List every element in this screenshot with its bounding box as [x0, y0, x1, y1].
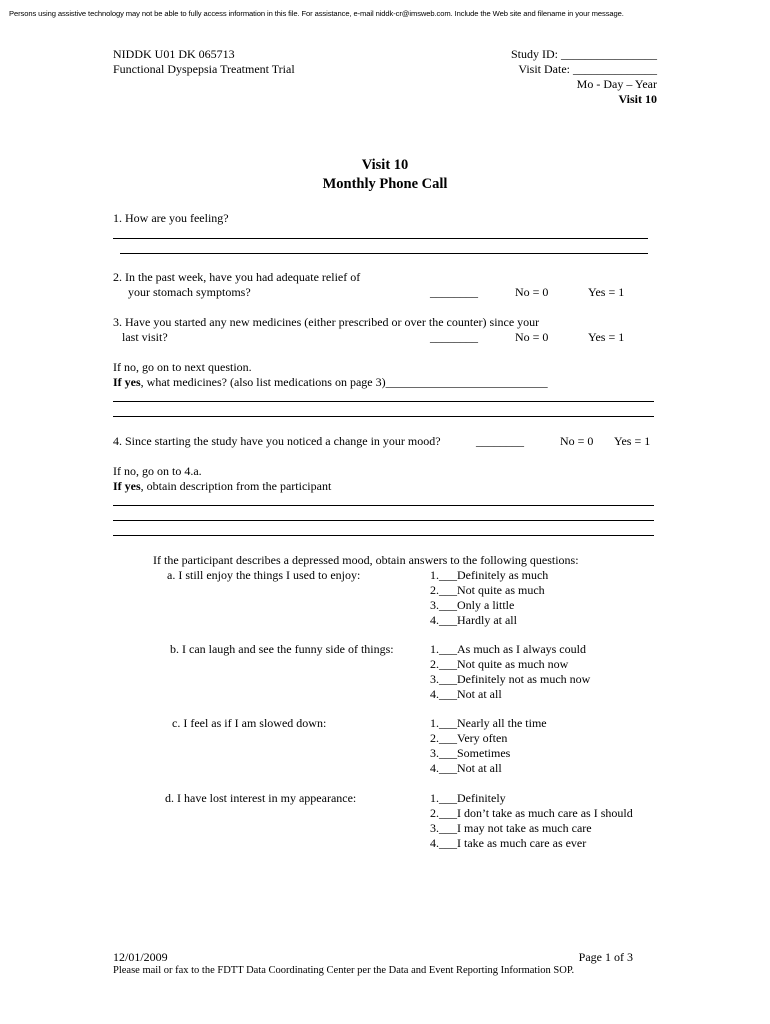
visit-date-field[interactable]: Visit Date: ______________: [518, 62, 657, 76]
item-b-option-1[interactable]: 1.___As much as I always could: [430, 642, 586, 656]
item-d-label: d. I have lost interest in my appearance:: [165, 791, 357, 805]
q2-yes-code: Yes = 1: [588, 285, 625, 299]
q4-yes-code: Yes = 1: [614, 434, 651, 448]
grant-number: NIDDK U01 DK 065713: [113, 47, 235, 61]
q2-answer-blank[interactable]: ________: [430, 285, 478, 299]
item-d-option-2[interactable]: 2.___I don’t take as much care as I should: [430, 806, 633, 820]
q3-answer-line-2[interactable]: [113, 416, 654, 417]
q1-answer-line-1[interactable]: [113, 238, 648, 239]
item-a-label: a. I still enjoy the things I used to enjoy:: [167, 568, 361, 582]
q3-answer-blank[interactable]: ________: [430, 330, 478, 344]
question-3-line-1: 3. Have you started any new medicines (either prescribed or over the counter) since your: [113, 315, 540, 329]
item-b-option-3[interactable]: 3.___Definitely not as much now: [430, 672, 591, 686]
page-subtitle: Monthly Phone Call: [322, 176, 448, 192]
item-b-option-4[interactable]: 4.___Not at all: [430, 687, 502, 701]
item-d-option-4[interactable]: 4.___I take as much care as ever: [430, 836, 587, 850]
accessibility-banner: Persons using assistive technology may not be able to fully access information in this file. For assistance, e-mail niddk-cr@imsweb.com. Include the Web site and filename in your message.: [9, 9, 624, 18]
item-b-label: b. I can laugh and see the funny side of things:: [170, 642, 394, 656]
q1-answer-line-2[interactable]: [120, 253, 648, 254]
item-c-option-4[interactable]: 4.___Not at all: [430, 761, 502, 775]
question-3-line-2: last visit?: [122, 330, 168, 344]
q4-if-no: If no, go on to 4.a.: [113, 464, 202, 478]
item-c-option-2[interactable]: 2.___Very often: [430, 731, 508, 745]
q3-if-no: If no, go on to next question.: [113, 360, 252, 374]
item-d-option-1[interactable]: 1.___Definitely: [430, 791, 506, 805]
item-c-option-3[interactable]: 3.___Sometimes: [430, 746, 511, 760]
header-visit: Visit 10: [618, 92, 657, 106]
item-a-option-3[interactable]: 3.___Only a little: [430, 598, 515, 612]
study-id-field[interactable]: Study ID: ________________: [510, 47, 657, 61]
item-d-option-3[interactable]: 3.___I may not take as much care: [430, 821, 592, 835]
q4-answer-line-2[interactable]: [113, 520, 654, 521]
question-2-line-2: your stomach symptoms?: [128, 285, 251, 299]
item-a-option-2[interactable]: 2.___Not quite as much: [430, 583, 545, 597]
q4-answer-line-1[interactable]: [113, 505, 654, 506]
q4-answer-line-3[interactable]: [113, 535, 654, 536]
q3-no-code: No = 0: [515, 330, 549, 344]
item-a-option-1[interactable]: 1.___Definitely as much: [430, 568, 549, 582]
question-2-line-1: 2. In the past week, have you had adequate relief of: [113, 270, 361, 284]
item-c-option-1[interactable]: 1.___Nearly all the time: [430, 716, 547, 730]
depression-intro: If the participant describes a depressed mood, obtain answers to the following questions:: [153, 553, 579, 567]
question-4: 4. Since starting the study have you noticed a change in your mood?: [113, 434, 441, 448]
q3-if-yes: [113, 375, 548, 389]
q3-yes-code: Yes = 1: [588, 330, 625, 344]
question-1: 1. How are you feeling?: [113, 211, 229, 225]
trial-name: Functional Dyspepsia Treatment Trial: [113, 62, 295, 76]
item-c-label: c. I feel as if I am slowed down:: [172, 716, 327, 730]
q3-if-yes-label: If yes: [113, 375, 141, 389]
q4-answer-blank[interactable]: ________: [476, 434, 524, 448]
q4-if-yes-label: If yes: [113, 479, 141, 493]
q2-no-code: No = 0: [515, 285, 549, 299]
q4-no-code: No = 0: [560, 434, 594, 448]
page-title: Visit 10: [361, 157, 409, 173]
footer-page-number: Page 1 of 3: [578, 950, 633, 964]
footer-note: Please mail or fax to the FDTT Data Coordinating Center per the Data and Event Reporting Information SOP.: [113, 965, 575, 976]
date-format-hint: Mo - Day – Year: [576, 77, 657, 91]
q3-if-yes-text: , what medicines? (also list medications on page 3)___________________________: [140, 375, 548, 389]
item-b-option-2[interactable]: 2.___Not quite as much now: [430, 657, 569, 671]
q4-if-yes-text: , obtain description from the participant: [140, 479, 332, 493]
item-a-option-4[interactable]: 4.___Hardly at all: [430, 613, 517, 627]
q4-if-yes: [113, 479, 331, 493]
footer-date: 12/01/2009: [113, 950, 168, 964]
q3-answer-line-1[interactable]: [113, 401, 654, 402]
